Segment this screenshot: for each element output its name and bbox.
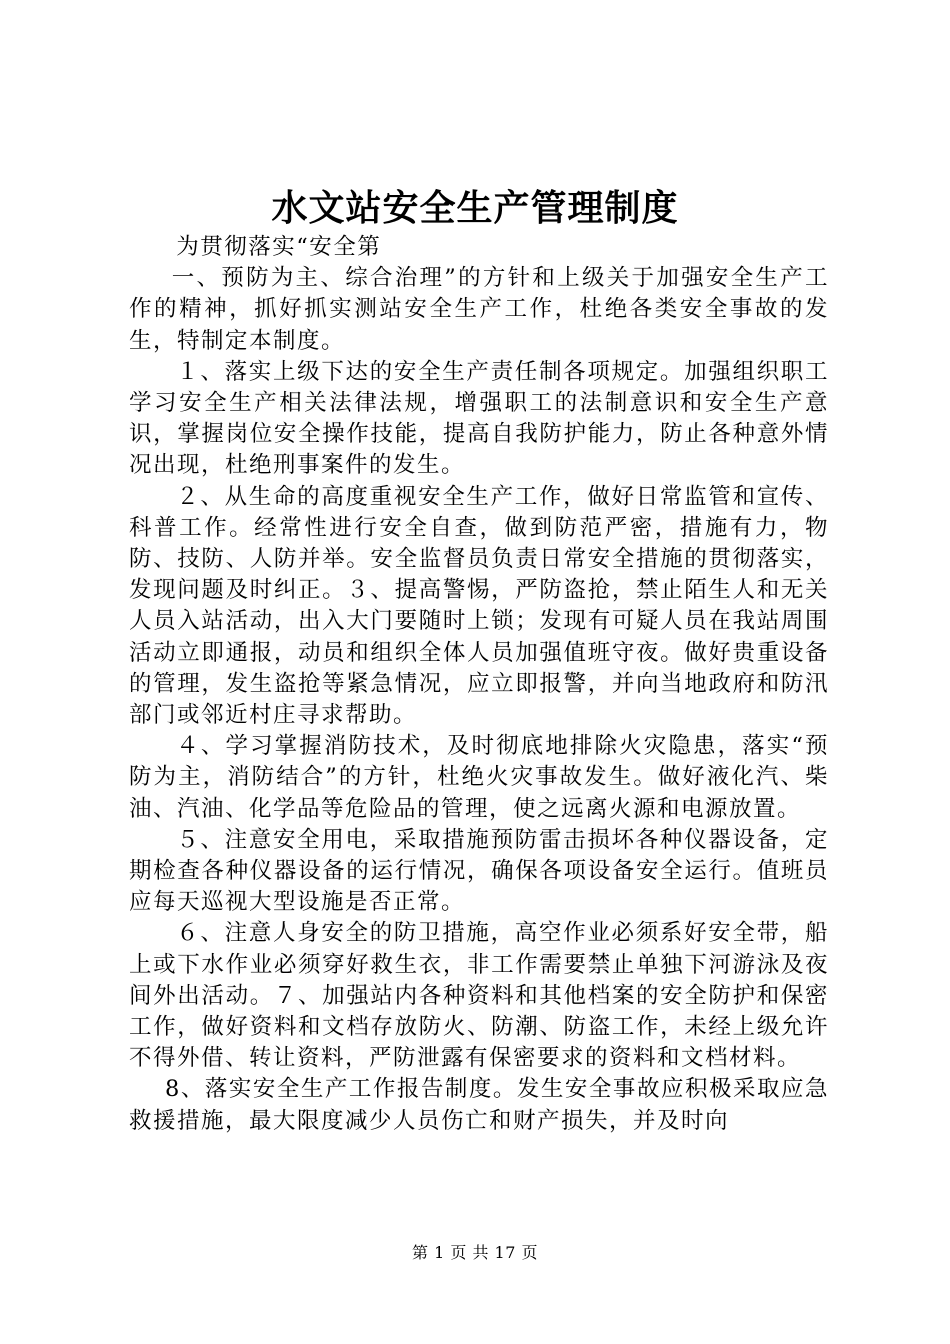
page-number-footer: 第 1 页 共 17 页 [412, 1243, 538, 1262]
paragraph-item-4: ４、学习掌握消防技术，及时彻底地排除火灾隐患，落实“预防为主，消防结合”的方针，杜绝火灾事故发生。做好液化汽、柴油、汽油、化学品等危险品的管理，使之远离火源和电源放置。 [129, 733, 829, 822]
paragraph-item-1: １、落实上级下达的安全生产责任制各项规定。加强组织职工学习安全生产相关法律法规，增强职工的法制意识和安全生产意识，掌握岗位安全操作技能，提高自我防护能力，防止各种意外情况出现，杜绝刑事案件的发生。 [129, 358, 829, 479]
paragraph-intro: 为贯彻落实“安全第 [176, 234, 382, 260]
paragraph-item-6-7: ６、注意人身安全的防卫措施，高空作业必须系好安全带，船上或下水作业必须穿好救生衣，非工作需要禁止单独下河游泳及夜间外出活动。７、加强站内各种资料和其他档案的安全防护和保密工作，做好资料和文档存放防火、防潮、防盗工作，未经上级允许不得外借、转让资料，严防泄露有保密要求的资料和文档材料。 [129, 920, 829, 1072]
document-body [129, 232, 829, 1137]
paragraph-item-8: 8、落实安全生产工作报告制度。发生安全事故应积极采取应急救援措施，最大限度减少人员伤亡和财产损失，并及时向 [129, 1076, 829, 1134]
paragraph-item-2-3: ２、从生命的高度重视安全生产工作，做好日常监管和宣传、科普工作。经常性进行安全自查，做到防范严密，措施有力，物防、技防、人防并举。安全监督员负责日常安全措施的贯彻落实，发现问题及时纠正。３、提高警惕，严防盗抢，禁止陌生人和无关人员入站活动，出入大门要随时上锁；发现有可疑人员在我站周围活动立即通报，动员和组织全体人员加强值班守夜。做好贵重设备的管理，发生盗抢等紧急情况，应立即报警，并向当地政府和防汛部门或邻近村庄寻求帮助。 [129, 483, 829, 729]
paragraph-principle: 一、预防为主、综合治理”的方针和上级关于加强安全生产工作的精神，抓好抓实测站安全生产工作，杜绝各类安全事故的发生，特制定本制度。 [129, 265, 829, 354]
document-title: 水文站安全生产管理制度 [271, 187, 679, 229]
paragraph-item-5: ５、注意安全用电，采取措施预防雷击损坏各种仪器设备，定期检查各种仪器设备的运行情况，确保各项设备安全运行。值班员应每天巡视大型设施是否正常。 [129, 826, 829, 916]
